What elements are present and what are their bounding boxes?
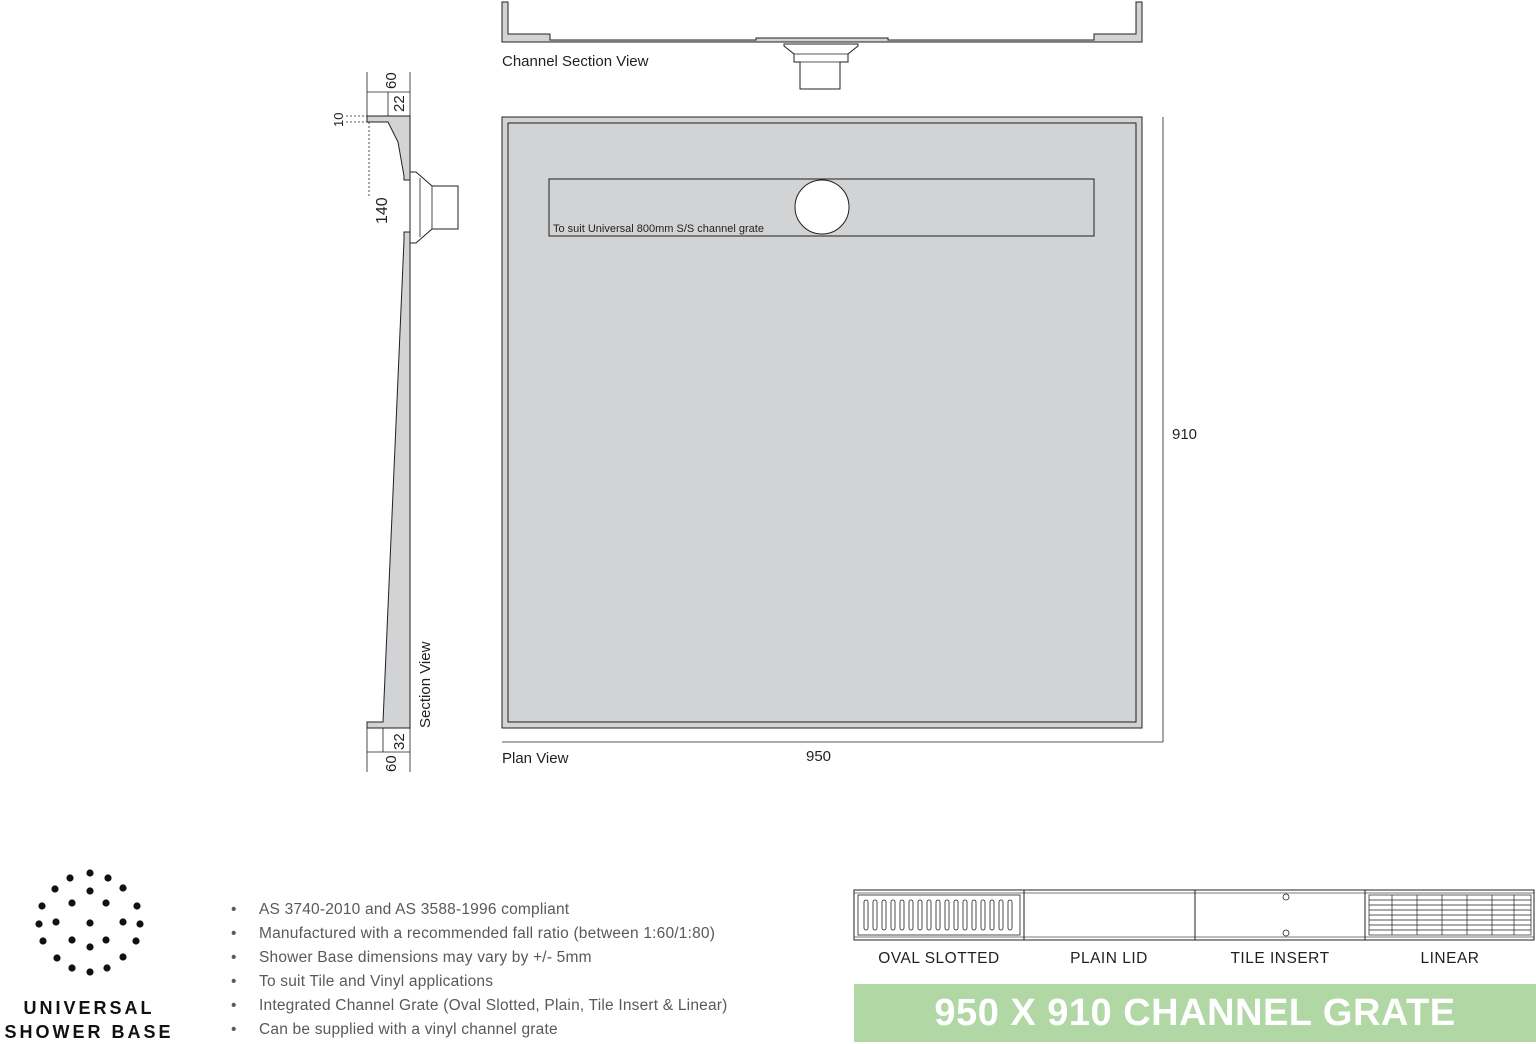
tile-insert-hole [1283, 894, 1289, 900]
feature-item: • Integrated Channel Grate (Oval Slotted, Plain, Tile Insert & Linear) [231, 997, 728, 1014]
dimension-top-60: 60 [383, 72, 400, 89]
feature-item: • Manufactured with a recommended fall ratio (between 1:60/1:80) [231, 925, 716, 942]
side-section-view [346, 72, 458, 772]
dimension-lip-10: 10 [331, 112, 346, 127]
feature-item: • Can be supplied with a vinyl channel grate [231, 1021, 558, 1038]
brand-line-1: UNIVERSAL [23, 998, 155, 1018]
feature-list [231, 898, 728, 1042]
grate-options [852, 888, 1536, 944]
dimension-bottom-32: 32 [391, 733, 408, 750]
brand-line-2: SHOWER BASE [4, 1022, 174, 1042]
feature-item: • Shower Base dimensions may vary by +/- 5mm [231, 949, 592, 966]
dimension-depth: 910 [1172, 426, 1198, 443]
product-title-banner: 950 X 910 CHANNEL GRATE [854, 984, 1536, 1042]
grate-label-tile-insert: TILE INSERT [1230, 950, 1330, 967]
dimension-top-22: 22 [391, 95, 408, 112]
plan-view [502, 117, 1142, 728]
dimension-drop-140: 140 [374, 197, 391, 224]
brand-dot-logo [30, 866, 150, 981]
feature-item: • AS 3740-2010 and AS 3588-1996 compliant [231, 901, 570, 918]
waste-outlet [795, 180, 849, 234]
dimension-width: 950 [806, 748, 832, 765]
channel-note: To suit Universal 800mm S/S channel grate [553, 223, 764, 235]
section-view-label: Section View [417, 641, 434, 728]
brand-name [0, 996, 178, 1044]
grate-label-plain-lid: PLAIN LID [1070, 950, 1148, 967]
tile-insert-hole [1283, 930, 1289, 936]
channel-section-label: Channel Section View [502, 53, 649, 70]
plan-view-label: Plan View [502, 750, 569, 767]
feature-item: • To suit Tile and Vinyl applications [231, 973, 494, 990]
channel-section-view [502, 2, 1142, 89]
grate-label-linear: LINEAR [1420, 950, 1480, 967]
grate-label-oval-slotted: OVAL SLOTTED [878, 950, 1000, 967]
dimension-bottom-60: 60 [383, 755, 400, 772]
